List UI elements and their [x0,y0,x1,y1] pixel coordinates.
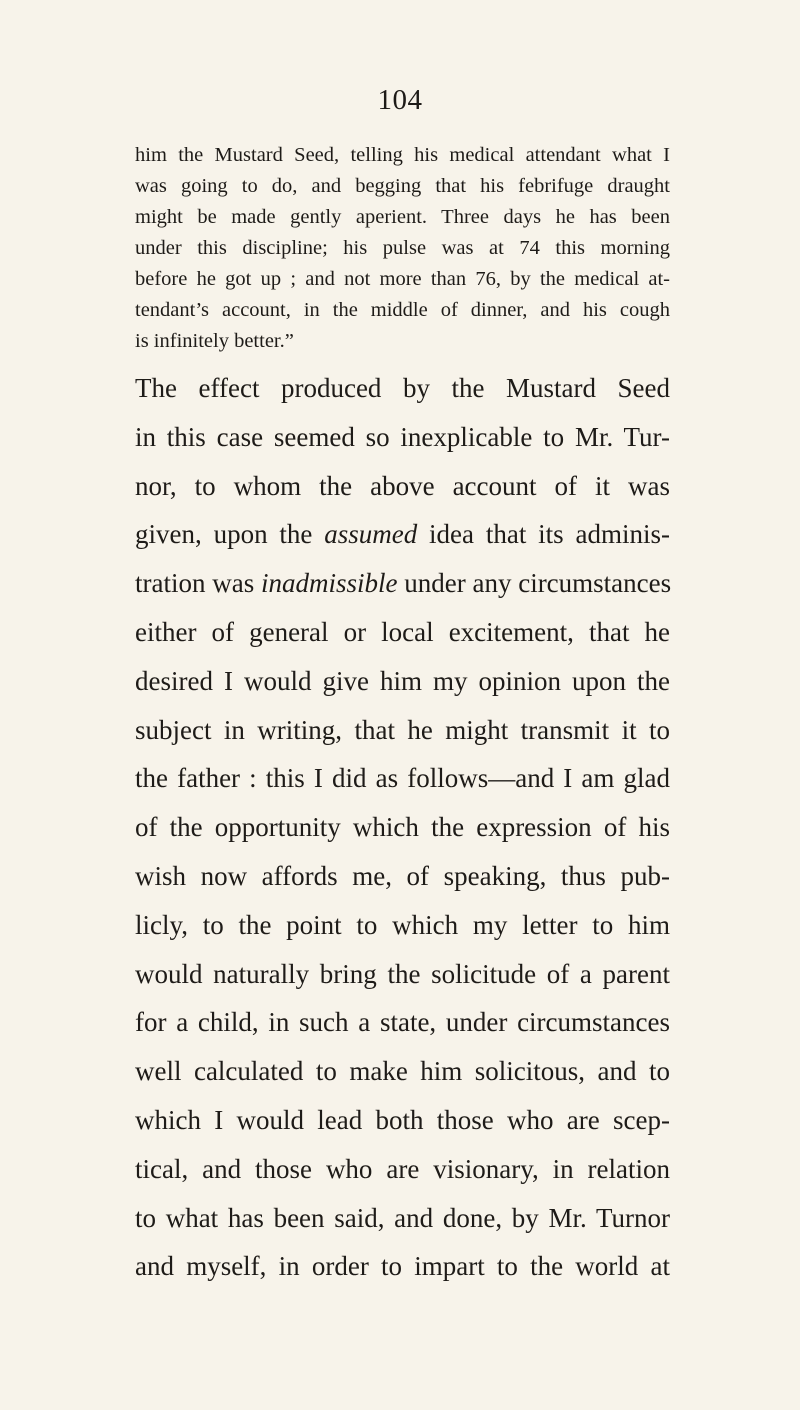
body-line: and myself, in order to impart to the world at [135,1251,670,1282]
body-line: well calculated to make him solicitous, and to [135,1056,670,1087]
emphasis-inadmissible: inadmissible [260,568,398,599]
quote-line: under this discipline; his pulse was at 74 this morning [135,237,670,259]
body-line: The effect produced by the Mustard Seed [135,373,670,403]
quote-line: is infinitely better.” [135,330,294,352]
quote-line: might be made gently aperient. Three days he has been [135,206,670,228]
page-number: 104 [377,84,423,116]
body-line: in this case seemed so inexplicable to Mr. Tur- [135,421,670,452]
body-line: which I would lead both those who are scep- [135,1104,670,1135]
body-line: desired I would give him my opinion upon the [135,665,670,696]
body-line: tical, and those who are visionary, in relation [135,1153,670,1184]
body-line: would naturally bring the solicitude of a parent [135,958,670,989]
body-line: the father : this I did as follows—and I am glad [135,763,670,794]
emphasis-assumed: assumed [324,519,418,550]
quote-line: was going to do, and begging that his febrifuge draught [135,175,670,197]
body-line: subject in writing, that he might transmit it to [135,714,670,745]
quote-line: tendant’s account, in the middle of dinner, and his cough [135,299,670,321]
body-line: for a child, in such a state, under circumstances [135,1007,670,1038]
body-line: wish now affords me, of speaking, thus pub- [135,860,670,891]
main-paragraph [135,364,670,1291]
body-line: to what has been said, and done, by Mr. Turnor [135,1202,670,1233]
quoted-letter-paragraph [135,140,670,357]
body-line: either of general or local excitement, that he [135,616,670,647]
body-text: idea that its adminis- [417,519,670,550]
body-text: under any circumstances [397,568,672,599]
body-line: nor, to whom the above account of it was [135,470,670,501]
body-line [135,510,670,559]
body-text: given, upon the [135,519,325,550]
body-line [135,559,670,608]
body-text: tration was [135,568,261,599]
body-line: licly, to the point to which my letter to him [135,909,670,940]
quote-line: him the Mustard Seed, telling his medical attendant what I [135,144,670,166]
quote-line: before he got up ; and not more than 76, by the medical at- [135,268,670,290]
body-line: of the opportunity which the expression of his [135,812,670,843]
